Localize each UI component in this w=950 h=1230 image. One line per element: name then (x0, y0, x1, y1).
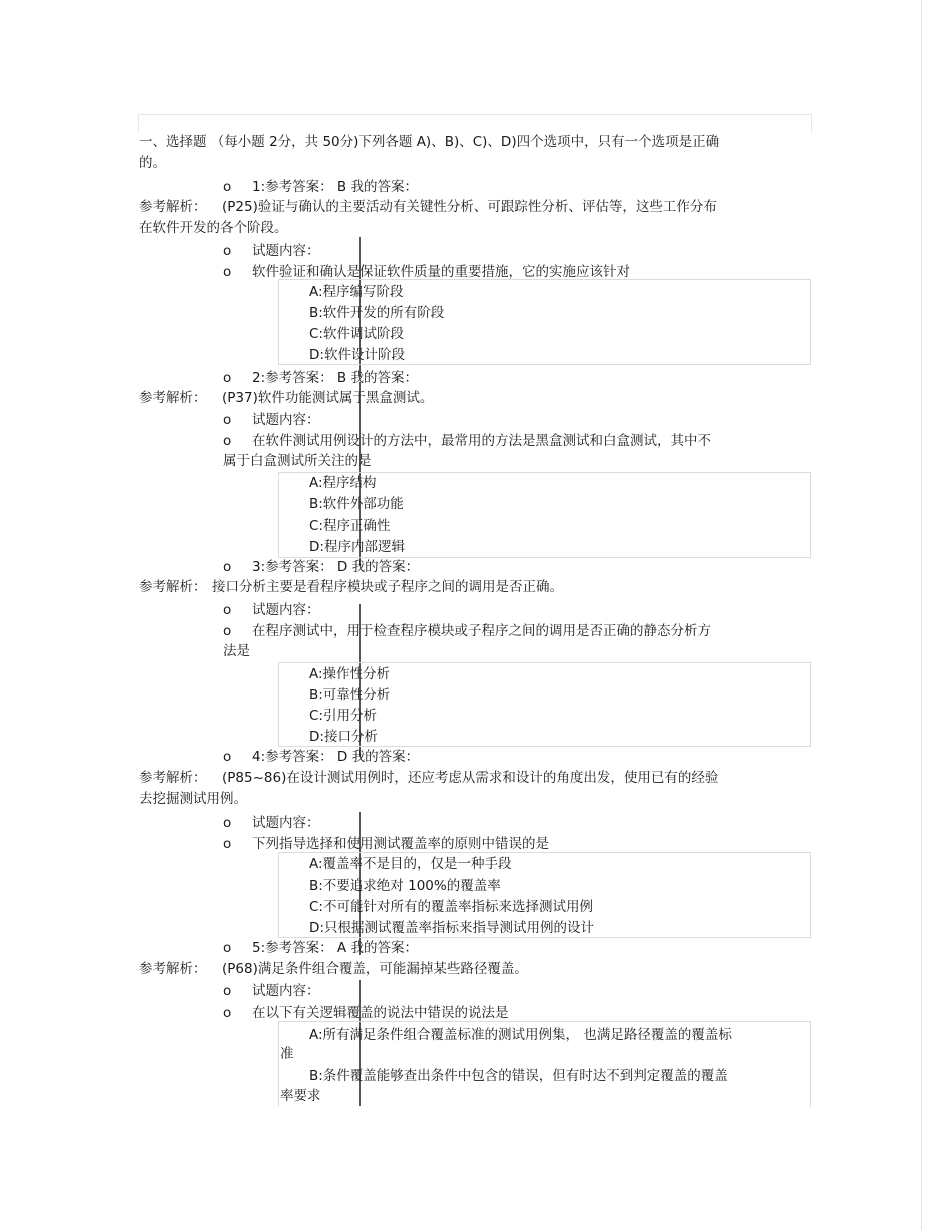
answer-line: 5:参考答案： A 我的答案： (252, 940, 418, 956)
question-stem: 下列指导选择和使用测试覆盖率的原则中错误的是 (252, 836, 549, 852)
page-edge (921, 0, 922, 1230)
explain-label: 参考解析： (139, 961, 207, 977)
bullet: o (223, 815, 232, 831)
content-label: 试题内容： (252, 602, 320, 618)
option-b: B:不要追求绝对 100%的覆盖率 (309, 878, 501, 894)
options-box (278, 662, 811, 747)
answer-line: 3:参考答案： D 我的答案： (252, 559, 420, 575)
option-a-cont: 准 (280, 1046, 294, 1062)
question-stem-cont: 属于白盒测试所关注的是 (223, 453, 372, 469)
explain-text: (P37)软件功能测试属于黑盒测试。 (222, 390, 434, 406)
bullet: o (223, 602, 232, 618)
option-a: A:操作性分析 (309, 666, 391, 682)
content-label: 试题内容： (252, 243, 320, 259)
question-stem: 软件验证和确认是保证软件质量的重要措施，它的实施应该针对 (252, 264, 630, 280)
option-a: A:所有满足条件组合覆盖标准的测试用例集， 也满足路径覆盖的覆盖标 (309, 1027, 732, 1043)
option-d: D:接口分析 (309, 729, 378, 745)
explain-text: (P85~86)在设计测试用例时，还应考虑从需求和设计的角度出发，使用已有的经验 (222, 770, 719, 786)
option-c: C:软件调试阶段 (309, 326, 404, 342)
question-stem: 在程序测试中，用于检查程序模块或子程序之间的调用是否正确的静态分析方 (252, 623, 711, 639)
header-box (138, 114, 812, 133)
content-label: 试题内容： (252, 412, 320, 428)
explain-text: (P68)满足条件组合覆盖，可能漏掉某些路径覆盖。 (222, 961, 528, 977)
bullet: o (223, 623, 232, 639)
bullet: o (223, 370, 232, 386)
answer-line: 1:参考答案： B 我的答案： (252, 179, 418, 195)
bullet: o (223, 179, 232, 195)
option-b: B:软件外部功能 (309, 496, 404, 512)
option-a: A:程序编写阶段 (309, 284, 404, 300)
explain-text: 去挖掘测试用例。 (139, 791, 247, 807)
option-c: C:不可能针对所有的覆盖率指标来选择测试用例 (309, 899, 593, 915)
explain-text: (P25)验证与确认的主要活动有关键性分析、可跟踪性分析、评估等，这些工作分布 (222, 199, 717, 215)
option-c: C:引用分析 (309, 708, 377, 724)
question-stem-cont: 法是 (223, 643, 250, 659)
options-box (278, 279, 811, 365)
bullet: o (223, 1005, 232, 1021)
answer-line: 2:参考答案： B 我的答案： (252, 370, 418, 386)
section-intro-cont: 的。 (139, 155, 166, 171)
options-box (278, 852, 811, 938)
option-b-cont: 率要求 (280, 1088, 321, 1104)
bullet: o (223, 264, 232, 280)
explain-text: 在软件开发的各个阶段。 (139, 220, 288, 236)
bullet: o (223, 412, 232, 428)
bullet: o (223, 940, 232, 956)
options-box (278, 472, 811, 558)
bullet: o (223, 836, 232, 852)
explain-label: 参考解析： (139, 770, 207, 786)
bullet: o (223, 749, 232, 765)
options-box (278, 1021, 811, 1107)
option-d: D:只根据测试覆盖率指标来指导测试用例的设计 (309, 920, 594, 936)
content-label: 试题内容： (252, 983, 320, 999)
option-c: C:程序正确性 (309, 518, 391, 534)
explain-label: 参考解析： (139, 390, 207, 406)
bullet: o (223, 243, 232, 259)
option-b: B:软件开发的所有阶段 (309, 305, 445, 321)
explain-text: 接口分析主要是看程序模块或子程序之间的调用是否正确。 (212, 579, 563, 595)
option-d: D:软件设计阶段 (309, 347, 405, 363)
option-b: B:条件覆盖能够查出条件中包含的错误，但有时达不到判定覆盖的覆盖 (309, 1068, 728, 1084)
bullet: o (223, 983, 232, 999)
bullet: o (223, 433, 232, 449)
answer-line: 4:参考答案： D 我的答案： (252, 749, 420, 765)
option-d: D:程序内部逻辑 (309, 539, 405, 555)
explain-label: 参考解析： (139, 199, 207, 215)
option-a: A:覆盖率不是目的，仅是一种手段 (309, 856, 512, 872)
section-intro: 一、选择题 （每小题 2分，共 50分)下列各题 A)、B)、C)、D)四个选项中，只有一个选项是正确 (139, 134, 720, 150)
question-stem: 在软件测试用例设计的方法中，最常用的方法是黑盒测试和白盒测试，其中不 (252, 433, 711, 449)
question-stem: 在以下有关逻辑覆盖的说法中错误的说法是 (252, 1005, 509, 1021)
content-label: 试题内容： (252, 815, 320, 831)
option-b: B:可靠性分析 (309, 687, 391, 703)
bullet: o (223, 559, 232, 575)
option-a: A:程序结构 (309, 475, 377, 491)
explain-label: 参考解析： (139, 579, 207, 595)
